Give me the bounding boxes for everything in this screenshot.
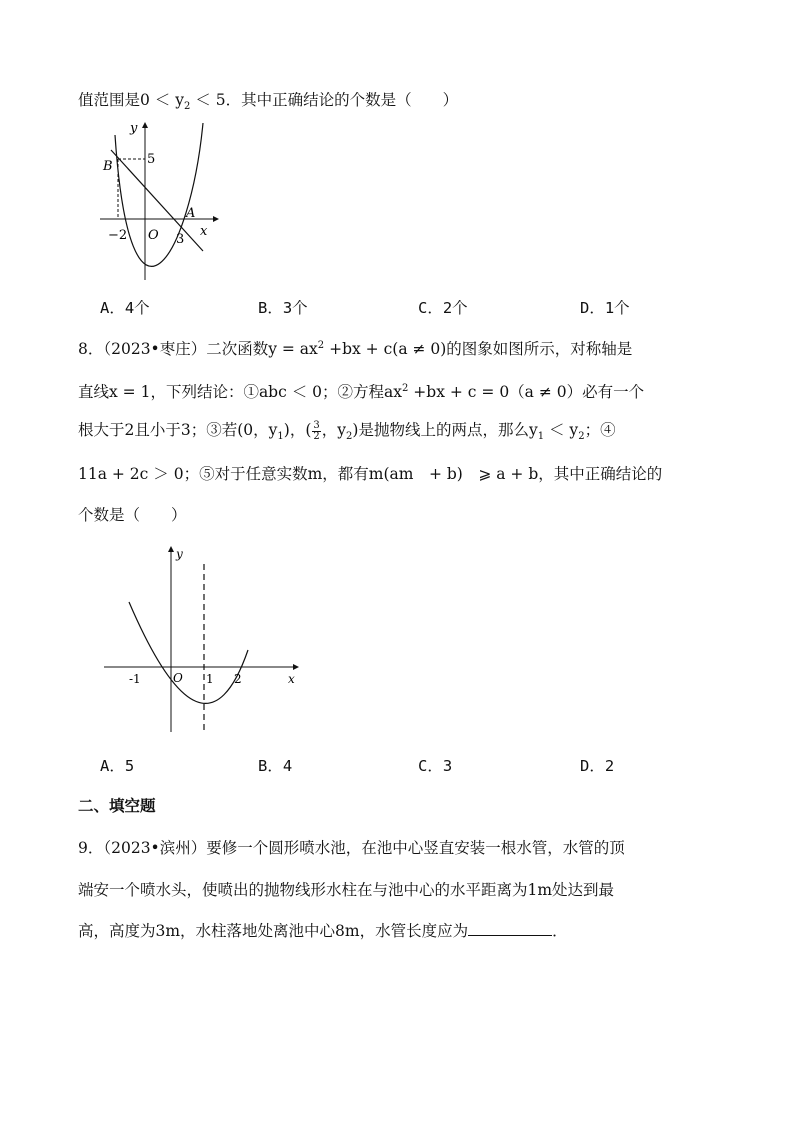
- q8-x-arrow: [293, 664, 299, 670]
- section-fill-in-heading: 二、填空题: [78, 796, 156, 815]
- q8-label-x: x: [288, 672, 295, 686]
- q8-line-5: 个数是（ ）: [78, 506, 187, 524]
- q7-label-neg2: −2: [108, 228, 128, 243]
- q7-x-arrow: [213, 216, 219, 222]
- q7-option-b[interactable]: B．3个: [258, 299, 308, 317]
- q8-label-o: O: [173, 671, 183, 685]
- q8-line-4: 11a + 2c ＞ 0；⑤对于任意实数m，都有m(am + b) ⩾ a + b，其中正确结论的: [78, 465, 663, 483]
- q8-option-d[interactable]: D．2: [580, 757, 615, 775]
- q7-parabola: [115, 123, 203, 266]
- q8-line-3: 根大于2且小于3；③若(0，$y_1$)，( $\frac{3}{2}$ ，$y_2$)是抛物线上的两点，那么$y_1 < y_2$；④: [78, 419, 616, 443]
- q8-graph: [100, 542, 305, 737]
- q9-answer-blank[interactable]: [468, 921, 552, 936]
- q8-line-2: 直线x = 1，下列结论：①abc ＜ 0；②方程$ax^2 +bx + c = 0(a \ne 0)$必有一个: [78, 382, 645, 401]
- q9-line-2: 端安一个喷水头，使喷出的抛物线形水柱在与池中心的水平距离为1m处达到最: [78, 881, 615, 899]
- q8-option-b[interactable]: B．4: [258, 757, 293, 775]
- q8-label-neg1: -1: [129, 672, 141, 686]
- q8-option-c[interactable]: C．3: [418, 757, 453, 775]
- q7-option-a[interactable]: A．4个: [100, 299, 150, 317]
- q8-label-2: 2: [234, 672, 242, 686]
- q7-option-d[interactable]: D．1个: [580, 299, 630, 317]
- q8-option-a[interactable]: A．5: [100, 757, 135, 775]
- q8-label-1: 1: [206, 672, 214, 686]
- q7-label-5: 5: [147, 152, 156, 167]
- q7-label-x: x: [200, 224, 208, 239]
- q8-fraction: $\frac{3}{2}$: [313, 419, 320, 442]
- q9-line-3: 高，高度为3m，水柱落地处离池中心8m，水管长度应为 ．: [78, 922, 568, 940]
- q7-label-y: y: [130, 121, 138, 136]
- q7-stem-tail: 值范围是$0 < y_2 < 5$．其中正确结论的个数是（ ）: [78, 91, 459, 113]
- q7-label-a: A: [186, 206, 196, 221]
- q8-label-y: y: [176, 547, 183, 561]
- q9-line-1: 9．（2023•滨州）要修一个圆形喷水池，在池中心竖直安装一根水管，水管的顶: [78, 839, 625, 857]
- q7-graph: [95, 118, 220, 283]
- q8-line-1: 8．（2023•枣庄）二次函数$y = ax^2 +bx + c(a \ne 0)$的图象如图所示，对称轴是: [78, 339, 633, 358]
- q7-label-o: O: [148, 228, 159, 243]
- q8-parabola: [129, 602, 248, 703]
- q7-label-3: 3: [176, 232, 185, 247]
- q7-option-c[interactable]: C．2个: [418, 299, 468, 317]
- q7-label-b: B: [103, 159, 113, 174]
- q8-y-arrow: [168, 546, 174, 552]
- q7-y-arrow: [142, 122, 148, 128]
